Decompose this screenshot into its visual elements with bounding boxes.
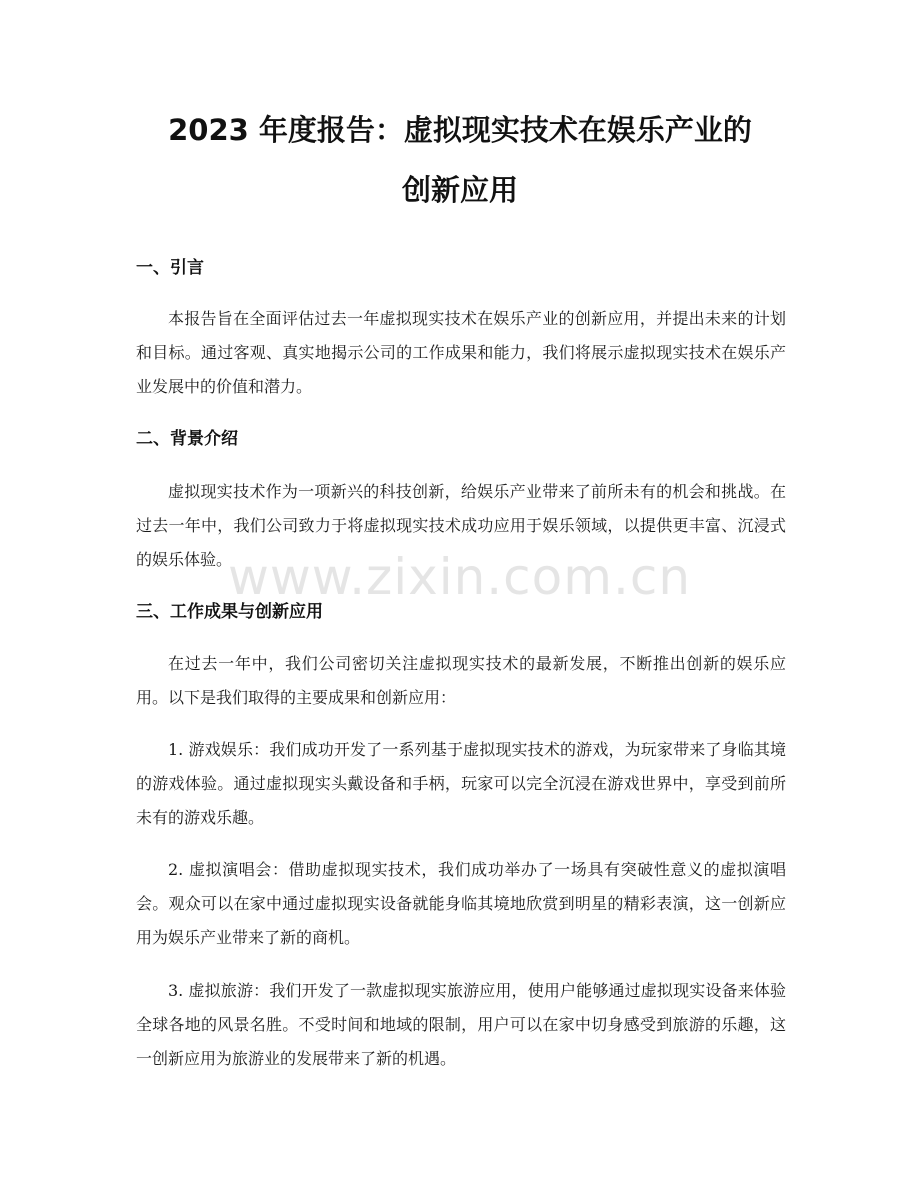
section-heading-introduction: 一、引言 <box>136 258 204 278</box>
paragraph-introduction: 本报告旨在全面评估过去一年虚拟现实技术在娱乐产业的创新应用，并提出未来的计划和目标。通过客观、真实地揭示公司的工作成果和能力，我们将展示虚拟现实技术在娱乐产业发展中的价值和潜力。 <box>136 309 786 396</box>
paragraph-background: 虚拟现实技术作为一项新兴的科技创新，给娱乐产业带来了前所未有的机会和挑战。在过去一年中，我们公司致力于将虚拟现实技术成功应用于娱乐领域，以提供更丰富、沉浸式的娱乐体验。 <box>136 482 786 569</box>
section-heading-results: 三、工作成果与创新应用 <box>136 602 323 622</box>
list-item-virtual-tourism: 3. 虚拟旅游：我们开发了一款虚拟现实旅游应用，使用户能够通过虚拟现实设备来体验全球各地的风景名胜。不受时间和地域的限制，用户可以在家中切身感受到旅游的乐趣，这一创新应用为旅游业的发展带来了新的机遇。 <box>136 981 786 1068</box>
document-title-line-2: 创新应用 <box>401 173 518 207</box>
section-heading-background: 二、背景介绍 <box>136 429 238 449</box>
watermark-text: www.zixin.com.cn <box>228 548 692 606</box>
document-title <box>100 100 820 220</box>
list-item-virtual-concert: 2. 虚拟演唱会：借助虚拟现实技术，我们成功举办了一场具有突破性意义的虚拟演唱会。观众可以在家中通过虚拟现实设备就能身临其境地欣赏到明星的精彩表演，这一创新应用为娱乐产业带来了新的商机。 <box>136 860 786 947</box>
document-title-line-1: 2023 年度报告：虚拟现实技术在娱乐产业的 <box>168 113 752 147</box>
paragraph-results-intro: 在过去一年中，我们公司密切关注虚拟现实技术的最新发展，不断推出创新的娱乐应用。以下是我们取得的主要成果和创新应用： <box>136 654 786 707</box>
list-item-gaming: 1. 游戏娱乐：我们成功开发了一系列基于虚拟现实技术的游戏，为玩家带来了身临其境的游戏体验。通过虚拟现实头戴设备和手柄，玩家可以完全沉浸在游戏世界中，享受到前所未有的游戏乐趣。 <box>136 740 786 827</box>
